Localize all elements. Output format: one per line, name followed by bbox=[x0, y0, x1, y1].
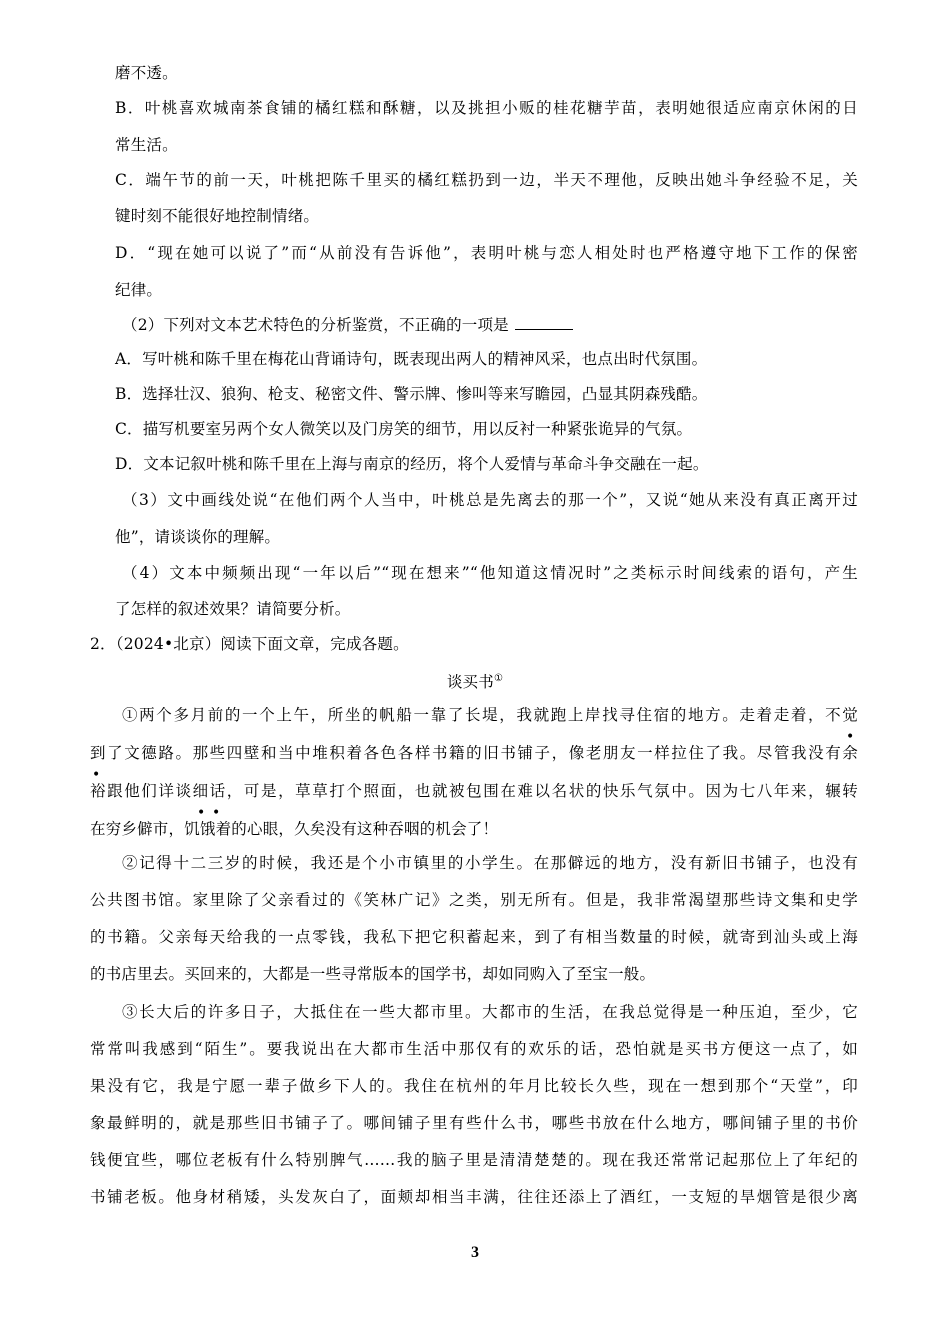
q1-sub3-line1: （3）文中画线处说“在他们两个人当中，叶桃总是先离去的那一个”，又说“她从来没有真正离开过 bbox=[122, 491, 858, 509]
q1-option-d-line1: D．“现在她可以说了”而“从前没有告诉他”，表明叶桃与恋人相处时也严格遵守地下工作的保密 bbox=[115, 244, 858, 262]
emphasis-dot: • bbox=[197, 805, 206, 821]
para3-line6: 书铺老板。他身材稍矮，头发灰白了，面颊却相当丰满，往往还添上了酒红，一支短的旱烟管是很少离 bbox=[90, 1188, 858, 1206]
article-title-text: 谈买书 bbox=[446, 673, 494, 692]
q1-sub2-option-d: D．文本记叙叶桃和陈千里在上海与南京的经历，将个人爱情与革命斗争交融在一起。 bbox=[115, 455, 709, 473]
q1-option-b-line1: B．叶桃喜欢城南茶食铺的橘红糕和酥糖，以及挑担小贩的桂花糖芋苗，表明她很适应南京休闲的日 bbox=[115, 99, 858, 117]
q1-option-b-line2: 常生活。 bbox=[115, 136, 178, 154]
q1-option-d-line2: 纪律。 bbox=[115, 281, 163, 299]
article-title bbox=[0, 669, 950, 692]
para3-line5: 钱便宜些，哪位老板有什么特别脾气……我的脑子里是清清楚楚的。现在我还常常记起那位上了年纪的 bbox=[90, 1151, 858, 1169]
page-number: 3 bbox=[471, 1244, 479, 1261]
q1-sub2-option-a: A．写叶桃和陈千里在梅花山背诵诗句，既表现出两人的精神风采，也点出时代氛围。 bbox=[115, 350, 708, 368]
para3-line3: 果没有它，我是宁愿一辈子做乡下人的。我住在杭州的年月比较长久些，现在一想到那个“天堂”，印 bbox=[90, 1077, 858, 1095]
q1-sub2-option-b: B．选择壮汉、狼狗、枪支、秘密文件、警示牌、惨叫等来写瞻园，凸显其阴森残酷。 bbox=[115, 385, 708, 403]
para3-line4: 象最鲜明的，就是那些旧书铺子了。哪间铺子里有些什么书，哪些书放在什么地方，哪间铺子里的书价 bbox=[90, 1114, 858, 1132]
q1-option-a-tail: 磨不透。 bbox=[115, 64, 178, 82]
q1-sub3-line2: 他”，请谈谈你的理解。 bbox=[115, 528, 281, 546]
q1-sub4-line1: （4）文本中频频出现“一年以后”“现在想来”“他知道这情况时”之类标示时间线索的语句，产生 bbox=[122, 564, 858, 582]
para2-line2: 公共图书馆。家里除了父亲看过的《笑林广记》之类，别无所有。但是，我非常渴望那些诗文集和史学 bbox=[90, 891, 858, 909]
q1-sub2-stem bbox=[122, 314, 573, 335]
para2-line4: 的书店里去。买回来的，大都是一些寻常版本的国学书，却如同购入了至宝一般。 bbox=[90, 965, 656, 983]
q1-sub4-line2: 了怎样的叙述效果？请简要分析。 bbox=[115, 600, 351, 618]
para1-line3: 裕跟他们详谈细话，可是，草草打个照面，也就被包围在难以名状的快乐气氛中。因为七八年来，辗转 bbox=[90, 782, 858, 800]
emphasis-dot: • bbox=[92, 767, 101, 783]
para3-line2: 常常叫我感到“陌生”。要我说出在大都市生活中那仅有的欢乐的话，恐怕就是买书方便这一点了，如 bbox=[90, 1040, 858, 1058]
answer-blank[interactable] bbox=[515, 314, 573, 330]
para1-line2: 到了文德路。那些四壁和当中堆积着各色各样书籍的旧书铺子，像老朋友一样拉住了我。尽管我没有余 bbox=[90, 744, 858, 762]
q1-option-c-line2: 键时刻不能很好地控制情绪。 bbox=[115, 207, 320, 225]
para1-line1: ①两个多月前的一个上午，所坐的帆船一靠了长堤，我就跑上岸找寻住宿的地方。走着走着，不觉 bbox=[122, 706, 858, 724]
q1-option-c-line1: C．端午节的前一天，叶桃把陈千里买的橘红糕扔到一边，半天不理他，反映出她斗争经验不足，关 bbox=[115, 171, 858, 189]
para2-line3: 的书籍。父亲每天给我的一点零钱，我私下把它积蓄起来，到了有相当数量的时候，就寄到汕头或上海 bbox=[90, 928, 858, 946]
q1-sub2-option-c: C．描写机要室另两个女人微笑以及门房笑的细节，用以反衬一种紧张诡异的气氛。 bbox=[115, 420, 693, 438]
emphasis-dot: • bbox=[212, 805, 221, 821]
q2-stem: 2．（2024•北京）阅读下面文章，完成各题。 bbox=[90, 635, 409, 653]
footnote-marker: ① bbox=[493, 673, 504, 684]
para2-line1: ②记得十二三岁的时候，我还是个小市镇里的小学生。在那僻远的地方，没有新旧书铺子，也没有 bbox=[122, 854, 858, 872]
q1-sub2-stem-text: （2）下列对文本艺术特色的分析鉴赏，不正确的一项是 bbox=[122, 316, 509, 334]
emphasis-dot: • bbox=[846, 729, 855, 745]
para3-line1: ③长大后的许多日子，大抵住在一些大都市里。大都市的生活，在我总觉得是一种压迫，至少，它 bbox=[122, 1003, 858, 1021]
para1-line4: 在穷乡僻市，饥饿着的心眼，久矣没有这种吞咽的机会了！ bbox=[90, 820, 499, 838]
